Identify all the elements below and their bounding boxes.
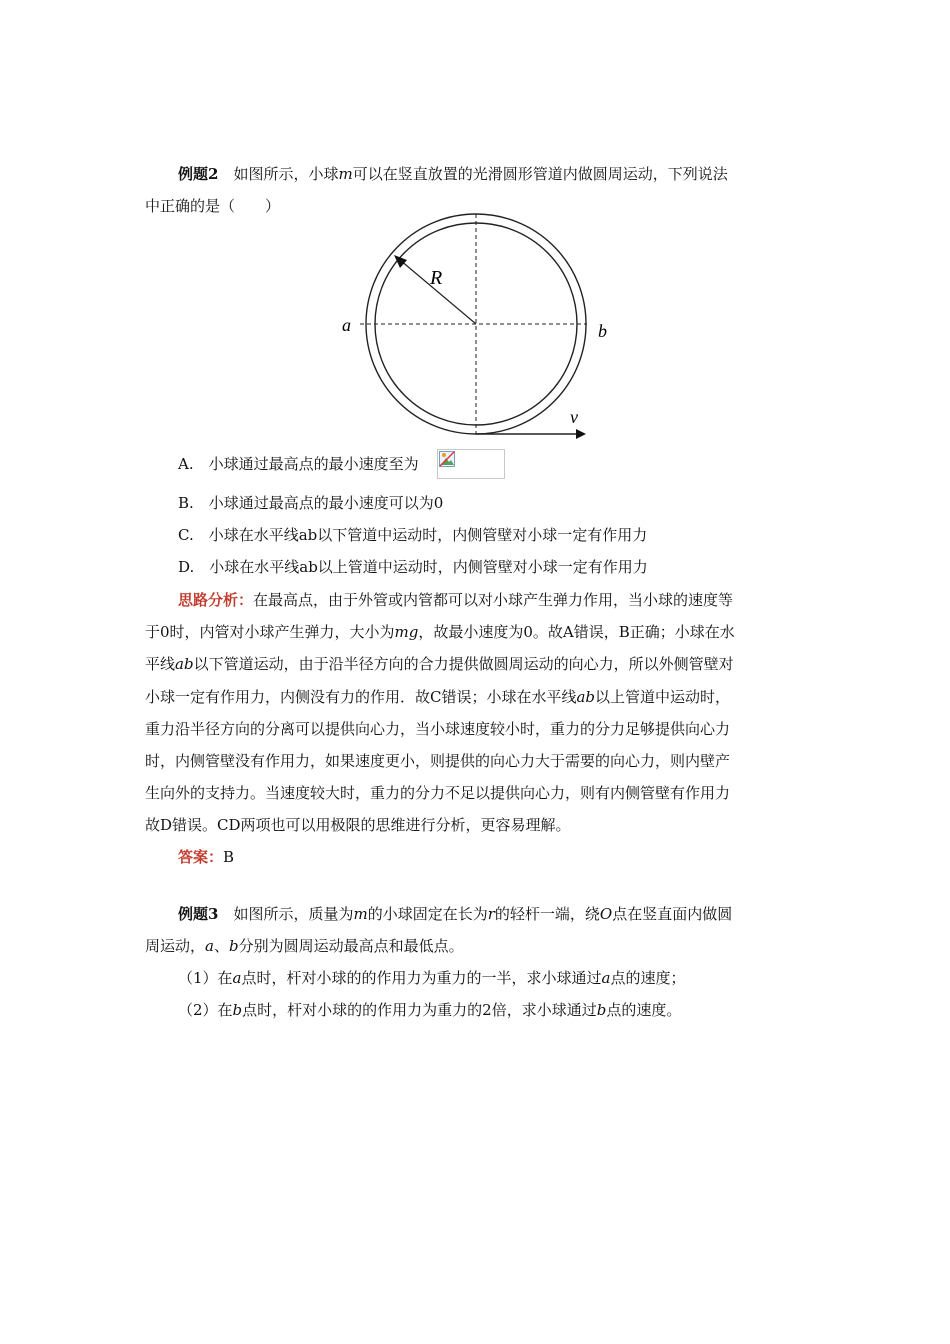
- q1-point-a: a: [232, 969, 242, 987]
- answer-value: B: [223, 848, 235, 866]
- radius-label: R: [430, 267, 443, 289]
- question-2: [178, 999, 681, 1021]
- velocity-label: v: [570, 407, 578, 427]
- analysis-line-7: 生向外的支持力。当速度较大时，重力的分力不足以提供向心力，则有内侧管壁有作用力: [145, 784, 731, 802]
- example-3-label: 例题3: [178, 905, 219, 923]
- option-c: C. 小球在水平线ab以下管道中运动时，内侧管壁对小球一定有作用力: [178, 526, 648, 544]
- example-3-text-1a: 如图所示，质量为: [233, 905, 354, 923]
- broken-formula-image: [437, 449, 505, 479]
- q1-point-a-2: a: [601, 969, 611, 987]
- q2-point-b: b: [232, 1001, 243, 1019]
- velocity-arrowhead: [576, 429, 586, 439]
- example-3-text-1c: 的轻杆一端，绕: [494, 905, 600, 923]
- ab-symbol-2: ab: [576, 688, 596, 706]
- example-3-line-1: [178, 903, 732, 925]
- q1-text-c: 点的速度；: [610, 969, 686, 987]
- separator: 、: [213, 937, 229, 955]
- point-a-symbol: a: [205, 937, 214, 955]
- point-b-symbol: b: [228, 937, 239, 955]
- broken-image-icon: [439, 451, 455, 467]
- example-3-text-2b: 分别为圆周运动最高点和最低点。: [238, 937, 464, 955]
- analysis-line-3: [145, 653, 810, 675]
- point-b-label: b: [598, 321, 607, 341]
- analysis-text-1: 在最高点，由于外管或内管都可以对小球产生弹力作用，当小球的速度等: [253, 591, 734, 609]
- point-a-label: a: [342, 315, 351, 335]
- option-a: A. 小球通过最高点的最小速度至为: [178, 455, 419, 473]
- answer-label: 答案：: [178, 848, 224, 866]
- example-2-text-cont: 可以在竖直放置的光滑圆形管道内做圆周运动，下列说法: [352, 165, 728, 183]
- ab-symbol: ab: [175, 655, 194, 673]
- q2-text-b: 点时，杆对小球的的作用力为重力的2倍，求小球通过: [242, 1001, 597, 1019]
- mass-symbol-3: m: [353, 905, 368, 923]
- example-3-text-1d: 点在竖直面内做圆: [612, 905, 733, 923]
- q1-text-b: 点时，杆对小球的的作用力为重力的一半，求小球通过: [241, 969, 602, 987]
- analysis-line-8: 故D错误。CD两项也可以用极限的思维进行分析，更容易理解。: [145, 816, 571, 834]
- analysis-line-5: 重力沿半径方向的分离可以提供向心力，当小球速度较小时，重力的分力足够提供向心力: [145, 720, 731, 738]
- analysis-text-4a: 小球一定有作用力，内侧没有力的作用．故C错误；小球在水平线: [145, 688, 577, 706]
- option-b: B. 小球通过最高点的最小速度可以为0: [178, 494, 444, 512]
- example-3-text-1b: 的小球固定在长为: [367, 905, 488, 923]
- analysis-text-3b: 以下管道运动，由于沿半径方向的合力提供做圆周运动的向心力，所以外侧管壁对: [193, 655, 734, 673]
- example-2-line-1: [178, 163, 728, 185]
- analysis-line-4: [145, 686, 810, 708]
- question-1: [178, 967, 685, 989]
- example-2-label: 例题2: [178, 165, 219, 183]
- example-3-text-2a: 周运动，: [145, 937, 206, 955]
- circular-tube-figure: [330, 232, 607, 447]
- pivot-symbol: O: [599, 905, 613, 923]
- q2-text-a: （2）在: [178, 1001, 233, 1019]
- analysis-label: 思路分析：: [178, 591, 254, 609]
- mass-symbol: m: [338, 165, 353, 183]
- q2-point-b-2: b: [596, 1001, 607, 1019]
- example-3-line-2: [145, 935, 464, 957]
- q1-text-a: （1）在: [178, 969, 233, 987]
- analysis-text-4b: 以上管道中运动时，: [595, 688, 731, 706]
- q2-text-c: 点的速度。: [606, 1001, 682, 1019]
- length-symbol: r: [487, 905, 495, 923]
- analysis-line-6: 时，内侧管壁没有作用力，如果速度更小，则提供的向心力大于需要的向心力，则内壁产: [145, 752, 731, 770]
- analysis-text-2a: 于0时，内管对小球产生弹力，大小为: [145, 623, 395, 641]
- analysis-line-2: [145, 621, 810, 643]
- option-d: D. 小球在水平线ab以上管道中运动时，内侧管壁对小球一定有作用力: [178, 558, 648, 576]
- analysis-text-2b: ，故最小速度为0。故A错误，B正确；小球在水: [418, 623, 735, 641]
- analysis-text-3a: 平线: [145, 655, 176, 673]
- analysis-line-1: [178, 589, 733, 611]
- example-2-text: 如图所示，小球: [233, 165, 339, 183]
- example-2-line-2: 中正确的是（ ）: [145, 197, 281, 215]
- answer-line: [178, 846, 234, 868]
- mg-symbol: mg: [394, 623, 419, 641]
